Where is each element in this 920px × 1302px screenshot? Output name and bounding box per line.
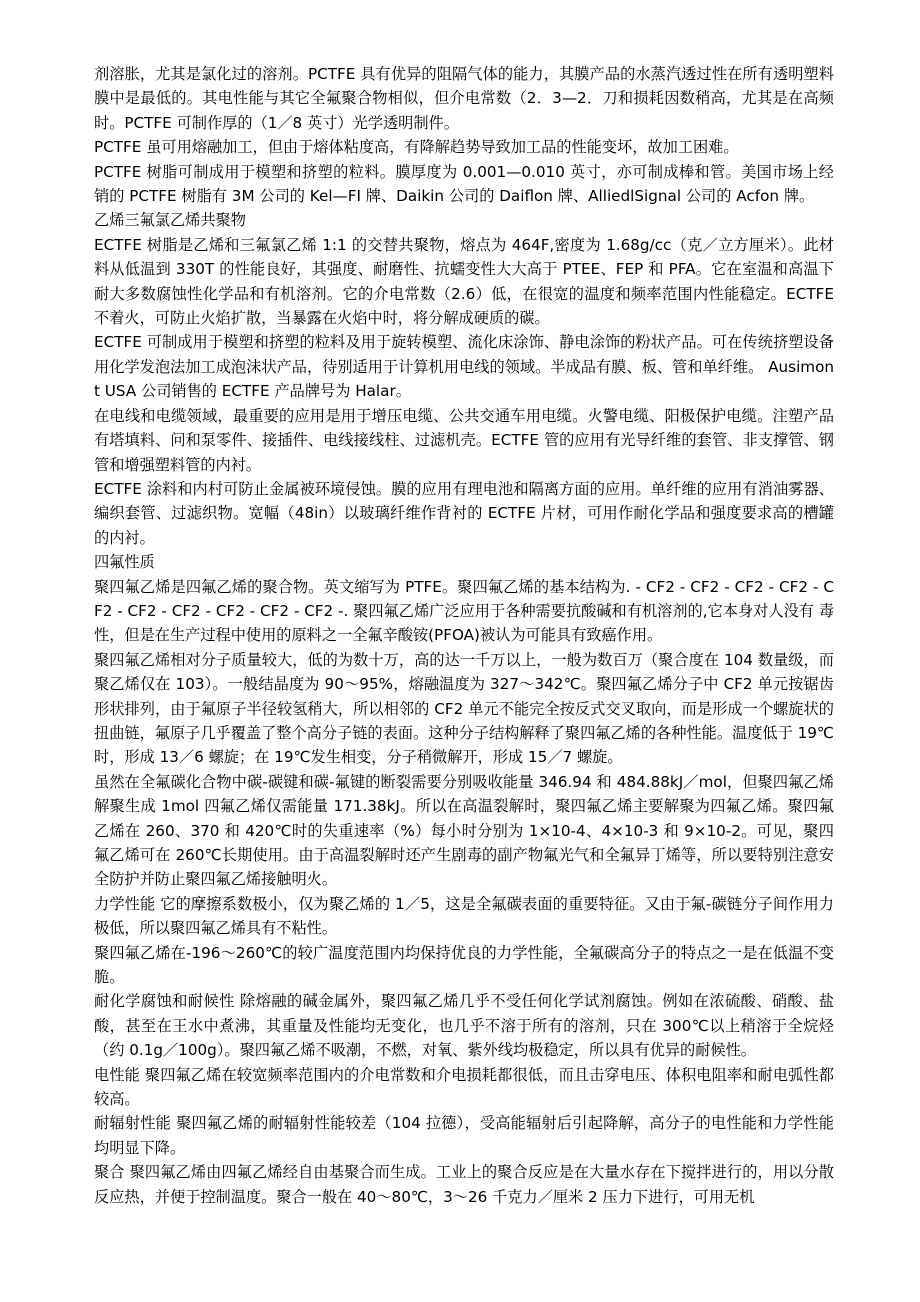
paragraph-ptfe-chemical-resistance: 耐化学腐蚀和耐候性 除熔融的碱金属外，聚四氟乙烯几乎不受任何化学试剂腐蚀。例如在浓硫酸、硝酸、盐酸，甚至在王水中煮沸，其重量及性能均无变化，也几乎不溶于所有的溶剂，只在 300℃以上稍溶于全烷烃（约 0.1g／100g）。聚四氟乙烯不吸潮，不燃，对氧、紫外线均极稳定，所以具有优异的耐候性。 bbox=[94, 992, 834, 1060]
paragraph-ectfe-forms: ECTFE 可制成用于模塑和挤塑的粒料及用于旋转模塑、流化床涂饰、静电涂饰的粉状产品。可在传统挤塑设备用化学发泡法加工成泡沫状产品，待别适用于计算机用电线的领域。半成品有膜、板、管和单纤维。 Ausimont USA 公司销售的 ECTFE 产品牌号为 Halar。 bbox=[94, 333, 834, 401]
paragraph-ptfe-thermal: 虽然在全氟碳化合物中碳-碳键和碳-氟键的断裂需要分别吸收能量 346.94 和 484.88kJ／mol，但聚四氟乙烯解聚生成 1mol 四氟乙烯仅需能量 171.38kJ。所以在高温裂解时，聚四氟乙烯主要解聚为四氟乙烯。聚四氟乙烯在 260、370 和 420℃时的失重速率（%）每小时分别为 1×10-4、4×10-3 和 9×10-2。可见，聚四氟乙烯可在 260℃长期使用。由于高温裂解时还产生剧毒的副产物氟光气和全氟异丁烯等，所以要特别注意安全防护并防止聚四氟乙烯接触明火。 bbox=[94, 772, 834, 889]
paragraph-pctfe-products: PCTFE 树脂可制成用于模塑和挤塑的粒料。膜厚度为 0.001—0.010 英寸，亦可制成棒和管。美国市场上经销的 PCTFE 树脂有 3M 公司的 Kel—FI 牌、Daikin 公司的 Daiflon 牌、AlliedlSignal 公司的 Acfon 牌。 bbox=[94, 162, 834, 206]
document-body bbox=[94, 62, 834, 1209]
paragraph-ptfe-electrical: 电性能 聚四氟乙烯在较宽频率范围内的介电常数和介电损耗都很低，而且击穿电压、体积电阻率和耐电弧性都较高。 bbox=[94, 1065, 834, 1109]
section-heading-ptfe: 四氟性质 bbox=[94, 553, 155, 572]
section-heading-ectfe: 乙烯三氟氯乙烯共聚物 bbox=[94, 211, 246, 230]
paragraph-ptfe-mechanical: 力学性能 它的摩擦系数极小，仅为聚乙烯的 1／5，这是全氟碳表面的重要特征。又由于氟-碳链分子间作用力极低，所以聚四氟乙烯具有不粘性。 bbox=[94, 894, 834, 938]
paragraph-ptfe-polymerization: 聚合 聚四氟乙烯由四氟乙烯经自由基聚合而生成。工业上的聚合反应是在大量水存在下搅拌进行的，用以分散反应热，并便于控制温度。聚合一般在 40～80℃，3～26 千克力／厘米 2 压力下进行，可用无机 bbox=[94, 1163, 834, 1206]
paragraph-pctfe-properties: 剂溶胀，尤其是氯化过的溶剂。PCTFE 具有优异的阻隔气体的能力，其膜产品的水蒸汽透过性在所有透明塑料膜中是最低的。其电性能与其它全氟聚合物相似，但介电常数（2．3—2．刀和损耗因数稍高，尤其是在高频时。PCTFE 可制作厚的（1／8 英寸）光学透明制件。 bbox=[94, 65, 834, 132]
paragraph-ectfe-cable: 在电线和电缆领域，最重要的应用是用于增压电缆、公共交通车用电缆。火警电缆、阳极保护电缆。注塑产品有塔填料、问和泵零件、接插件、电线接线柱、过滤机壳。ECTFE 管的应用有光导纤维的套管、非支撑管、钢管和增强塑料管的内衬。 bbox=[94, 406, 834, 474]
paragraph-ectfe-overview: ECTFE 树脂是乙烯和三氟氯乙烯 1:1 的交替共聚物，熔点为 464F,密度为 1.68g/cc（克／立方厘米）。此材料从低温到 330T 的性能良好，其强度、耐磨性、抗蠕变性大大高于 PTEE、FEP 和 PFA。它在室温和高温下耐大多数腐蚀性化学品和有机溶剂。它的介电常数（2.6）低，在很宽的温度和频率范围内性能稳定。ECTFE 不着火，可防止火焰扩散，当暴露在火焰中时，将分解成硬质的碳。 bbox=[94, 235, 834, 328]
paragraph-ectfe-coating: ECTFE 涂料和内村可防止金属被环境侵蚀。膜的应用有理电池和隔离方面的应用。单纤维的应用有消油雾器、编织套管、过滤织物。宽幅（48in）以玻璃纤维作背衬的 ECTFE 片材，可用作耐化学品和强度要求高的槽罐的内衬。 bbox=[94, 479, 834, 547]
paragraph-pctfe-processing: PCTFE 虽可用熔融加工，但由于熔体粘度高，有降解趋势导致加工品的性能变坏，故加工困难。 bbox=[94, 138, 739, 157]
paragraph-ptfe-molecular: 聚四氟乙烯相对分子质量较大，低的为数十万，高的达一千万以上，一般为数百万（聚合度在 104 数量级，而聚乙烯仅在 103）。一般结晶度为 90～95%，熔融温度为 327～342℃。聚四氟乙烯分子中 CF2 单元按锯齿形状排列，由于氟原子半径较氢稍大，所以相邻的 CF2 单元不能完全按反式交叉取向，而是形成一个螺旋状的扭曲链，氟原子几乎覆盖了整个高分子链的表面。这种分子结构解释了聚四氟乙烯的各种性能。温度低于 19℃时，形成 13／6 螺旋；在 19℃发生相变，分子稍微解开，形成 15／7 螺旋。 bbox=[94, 650, 834, 767]
paragraph-ptfe-temperature-range: 聚四氟乙烯在-196～260℃的较广温度范围内均保持优良的力学性能，全氟碳高分子的特点之一是在低温不变脆。 bbox=[94, 943, 834, 987]
paragraph-ptfe-structure: 聚四氟乙烯是四氟乙烯的聚合物。英文缩写为 PTFE。聚四氟乙烯的基本结构为. - CF2 - CF2 - CF2 - CF2 - CF2 - CF2 - CF2 - CF2 - CF2 - CF2 -. 聚四氟乙烯广泛应用于各种需要抗酸碱和有机溶剂的,它本身对人没有 毒性，但是在生产过程中使用的原料之一全氟辛酸铵(PFOA)被认为可能具有致癌作用。 bbox=[94, 577, 834, 645]
paragraph-ptfe-radiation: 耐辐射性能 聚四氟乙烯的耐辐射性能较差（104 拉德），受高能辐射后引起降解，高分子的电性能和力学性能均明显下降。 bbox=[94, 1114, 834, 1157]
